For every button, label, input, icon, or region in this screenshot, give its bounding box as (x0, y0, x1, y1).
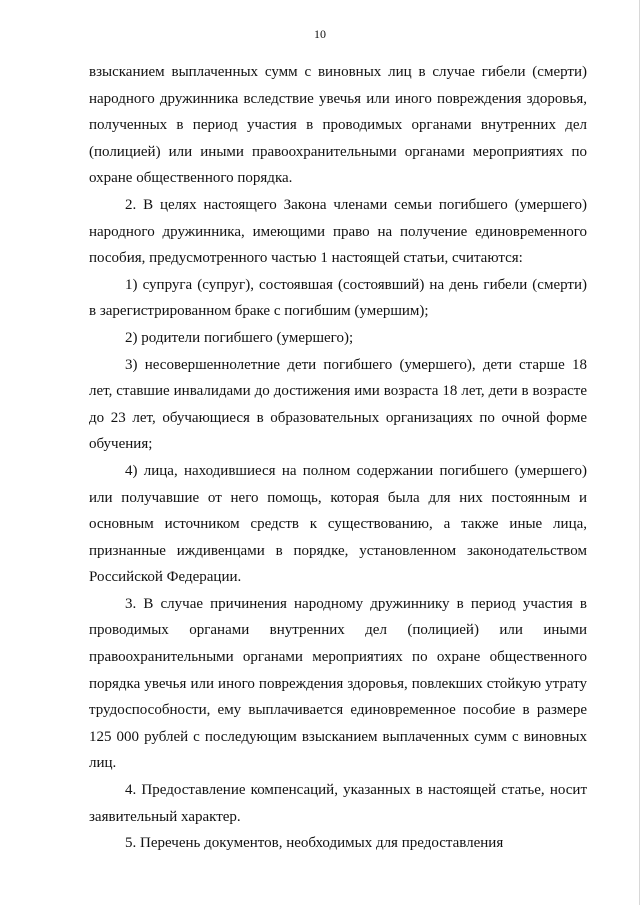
paragraph-item-1: 1) супруга (супруг), состоявшая (состоявший) на день гибели (смерти) в зарегистрированном браке с погибшим (умершим); (89, 276, 587, 320)
paragraph-item-3: 3) несовершеннолетние дети погибшего (умершего), дети старше 18 лет, ставшие инвалидами до достижения ими возраста 18 лет, дети в возрасте до 23 лет, обучающиеся в образовательных организациях по очной форме обучения; (89, 356, 587, 453)
page-number: 10 (314, 27, 326, 41)
paragraph-clause-4: 4. Предоставление компенсаций, указанных в настоящей статье, носит заявительный характер. (89, 782, 587, 825)
paragraph-clause-3: 3. В случае причинения народному дружиннику в период участия в проводимых органами внутренних дел (полицией) или иными правоохранительными органами мероприятиях по охране общественного порядка увечья или иного повреждения здоровья, повлекших стойкую утрату трудоспособности, ему выплачивается единовременное пособие в размере 125 000 рублей с последующим взысканием выплаченных сумм с виновных лиц. (89, 595, 587, 772)
paragraph-clause-5: 5. Перечень документов, необходимых для предоставления (125, 835, 504, 852)
paragraph-continuation: взысканием выплаченных сумм с виновных лиц в случае гибели (смерти) народного дружинника вследствие увечья или иного повреждения здоровья, полученных в период участия в проводимых органами внутренних дел (полицией) или иными правоохранительными органами мероприятиях по охране общественного порядка. (89, 64, 587, 187)
document-body (89, 59, 587, 857)
paragraph-item-2: 2) родители погибшего (умершего); (125, 329, 354, 346)
paragraph-clause-2: 2. В целях настоящего Закона членами семьи погибшего (умершего) народного дружинника, имеющими право на получение единовременного пособия, предусмотренного частью 1 настоящей статьи, считаются: (89, 196, 587, 267)
paragraph-item-4: 4) лица, находившиеся на полном содержании погибшего (умершего) или получавшие от него помощь, которая была для них постоянным и основным источником средств к существованию, а также иные лица, признанные иждивенцами в порядке, установленном законодательством Российской Федерации. (89, 462, 587, 586)
